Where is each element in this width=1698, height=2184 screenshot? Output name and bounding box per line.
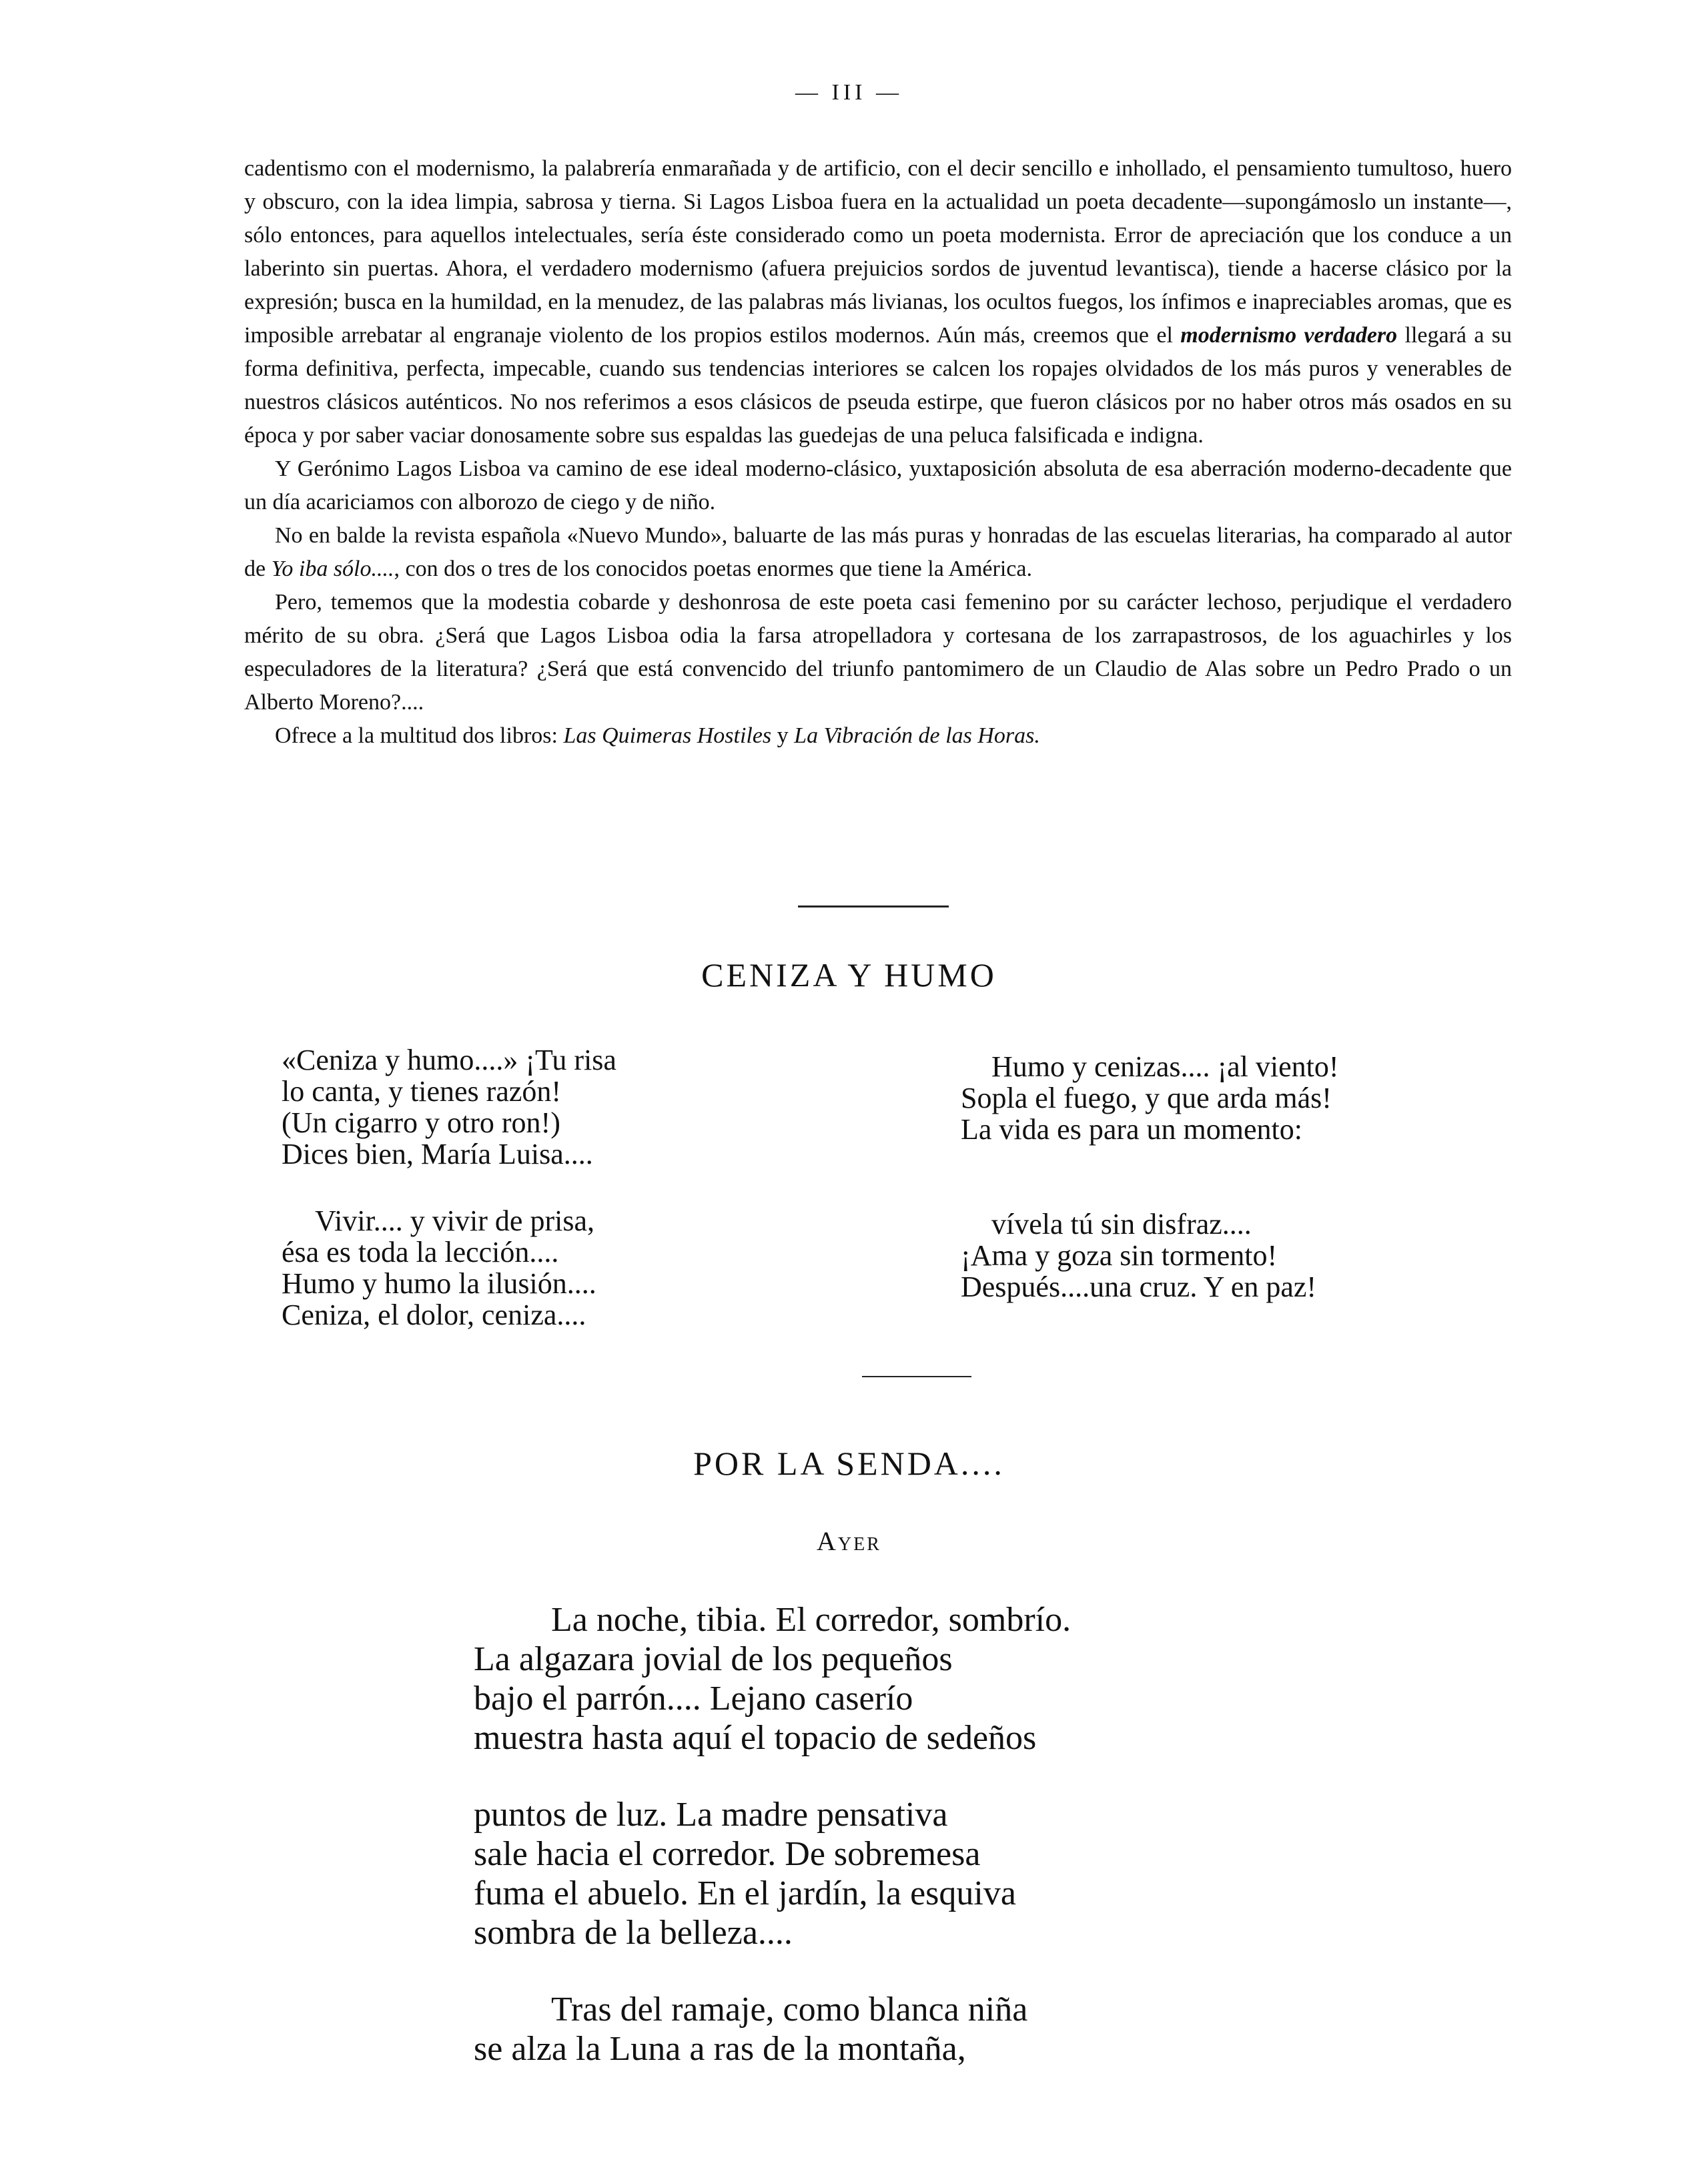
- paragraph-3-book-title: Yo iba sólo....: [271, 557, 394, 581]
- section-divider-1: [798, 905, 949, 907]
- paragraph-5-text-a: Ofrece a la multitud dos libros:: [275, 723, 558, 748]
- paragraph-5-book-1: Las Quimeras Hostiles: [563, 723, 772, 748]
- paragraph-2: Y Gerónimo Lagos Lisboa va camino de ese ideal moderno-clásico, yuxtaposición absoluta de esa aberración moderno-decadente que un día acariciamos con alborozo de ciego y de niño.: [244, 456, 1512, 514]
- verse-line: fuma el abuelo. En el jardín, la esquiva: [474, 1874, 1016, 1912]
- verse-line: puntos de luz. La madre pensativa: [474, 1796, 948, 1834]
- poem1-stanza-1: [282, 1044, 616, 1170]
- verse-line: «Ceniza y humo....» ¡Tu risa: [282, 1044, 616, 1076]
- paragraph-4: Pero, tememos que la modestia cobarde y deshonrosa de este poeta casi femenino por su carácter lechoso, perjudique el verdadero mérito de su obra. ¿Será que Lagos Lisboa odia la farsa atropelladora y cortesana de los zarrapastrosos, de los aguachirles y los especuladores de la literatura? ¿Será que está convencido del triunfo pantomimero de un Claudio de Alas sobre un Pedro Prado o un Alberto Moreno?....: [244, 590, 1512, 715]
- poem1-stanza-2: [282, 1205, 596, 1331]
- verse-line: sale hacia el corredor. De sobremesa: [474, 1835, 981, 1873]
- paragraph-5-book-2: La Vibración de las Horas.: [794, 723, 1040, 748]
- poem-subtitle-ayer: Ayer: [817, 1526, 881, 1556]
- verse-line: se alza la Luna a ras de la montaña,: [474, 2030, 966, 2068]
- poem2-stanza-2: [474, 1795, 1016, 1952]
- verse-line: Tras del ramaje, como blanca niña: [551, 1990, 1028, 2029]
- verse-line: bajo el parrón.... Lejano caserío: [474, 1680, 913, 1718]
- verse-line: sombra de la belleza....: [474, 1914, 793, 1952]
- paragraph-3-text-b: , con dos o tres de los conocidos poetas enormes que tiene la América.: [394, 557, 1032, 581]
- page-number: — III —: [795, 80, 903, 105]
- verse-line: ¡Ama y goza sin tormento!: [961, 1239, 1278, 1272]
- verse-line: muestra hasta aquí el topacio de sedeños: [474, 1719, 1037, 1757]
- paragraph-1-text-b: llegará a su forma definitiva, perfecta, impecable, cuando sus tendencias interiores se calcen los ropajes olvidados de los más puros y venerables de nuestros clásicos auténticos. No nos referimos a esos clásicos de pseuda estirpe, que fueron clásicos por no haber otros más osados en su época y por saber vaciar donosamente sobre sus espaldas las guedejas de una peluca falsificada e indigna.: [244, 323, 1513, 448]
- verse-line: Dices bien, María Luisa....: [282, 1138, 593, 1170]
- poem-title-ceniza-y-humo: CENIZA Y HUMO: [701, 956, 997, 994]
- poem1-stanza-3: [961, 1051, 1339, 1145]
- paragraph-3: [244, 519, 1512, 586]
- verse-line: Sopla el fuego, y que arda más!: [961, 1082, 1332, 1114]
- verse-line: La vida es para un momento:: [961, 1113, 1302, 1146]
- verse-line: Después....una cruz. Y en paz!: [961, 1270, 1317, 1303]
- paragraph-3-text-a: No en balde la revista española «Nuevo Mundo», baluarte de las más puras y honradas de las escuelas literarias, ha comparado al autor de: [244, 523, 1512, 581]
- verse-line: La algazara jovial de los pequeños: [474, 1640, 953, 1678]
- verse-line: Humo y cenizas.... ¡al viento!: [991, 1050, 1339, 1083]
- prose-body: [244, 152, 1512, 753]
- paragraph-5-conjunction: y: [777, 723, 789, 748]
- verse-line: Humo y humo la ilusión....: [282, 1267, 596, 1300]
- verse-line: La noche, tibia. El corredor, sombrío.: [551, 1601, 1072, 1639]
- paragraph-1-emphasis: modernismo verdadero: [1180, 323, 1398, 348]
- verse-line: Vivir.... y vivir de prisa,: [315, 1204, 594, 1237]
- verse-line: lo canta, y tienes razón!: [282, 1075, 562, 1108]
- paragraph-1-text-a: cadentismo con el modernismo, la palabrería enmarañada y de artificio, con el decir sencillo e inhollado, el pensamiento tumultoso, huero y obscuro, con la idea limpia, sabrosa y tierna. Si Lagos Lisboa fuera en la actualidad un poeta decadente—supongámoslo un instante—, sólo entonces, para aquellos intelectuales, sería éste considerado como un poeta modernista. Error de apreciación que los conduce a un laberinto sin puertas. Ahora, el verdadero modernismo (afuera prejuicios sordos de juventud levantisca), tiende a hacerse clásico por la expresión; busca en la humildad, en la menudez, de las palabras más livianas, los ocultos fuegos, los ínfimos e inapreciables aromas, que es imposible arrebatar al engranaje violento de los propios estilos modernos. Aún más, creemos que el: [244, 156, 1512, 348]
- paragraph-5: [244, 719, 1512, 753]
- verse-line: (Un cigarro y otro ron!): [282, 1106, 560, 1139]
- poem-title-por-la-senda: POR LA SENDA....: [693, 1445, 1005, 1482]
- poem2-stanza-1: [474, 1600, 1071, 1758]
- verse-line: Ceniza, el dolor, ceniza....: [282, 1299, 586, 1331]
- poem1-stanza-4: [961, 1208, 1316, 1303]
- verse-line: ésa es toda la lección....: [282, 1236, 559, 1268]
- paragraph-1: [244, 152, 1512, 452]
- poem2-stanza-3: [474, 1990, 1027, 2069]
- verse-line: vívela tú sin disfraz....: [991, 1208, 1252, 1240]
- section-divider-2: [862, 1376, 971, 1377]
